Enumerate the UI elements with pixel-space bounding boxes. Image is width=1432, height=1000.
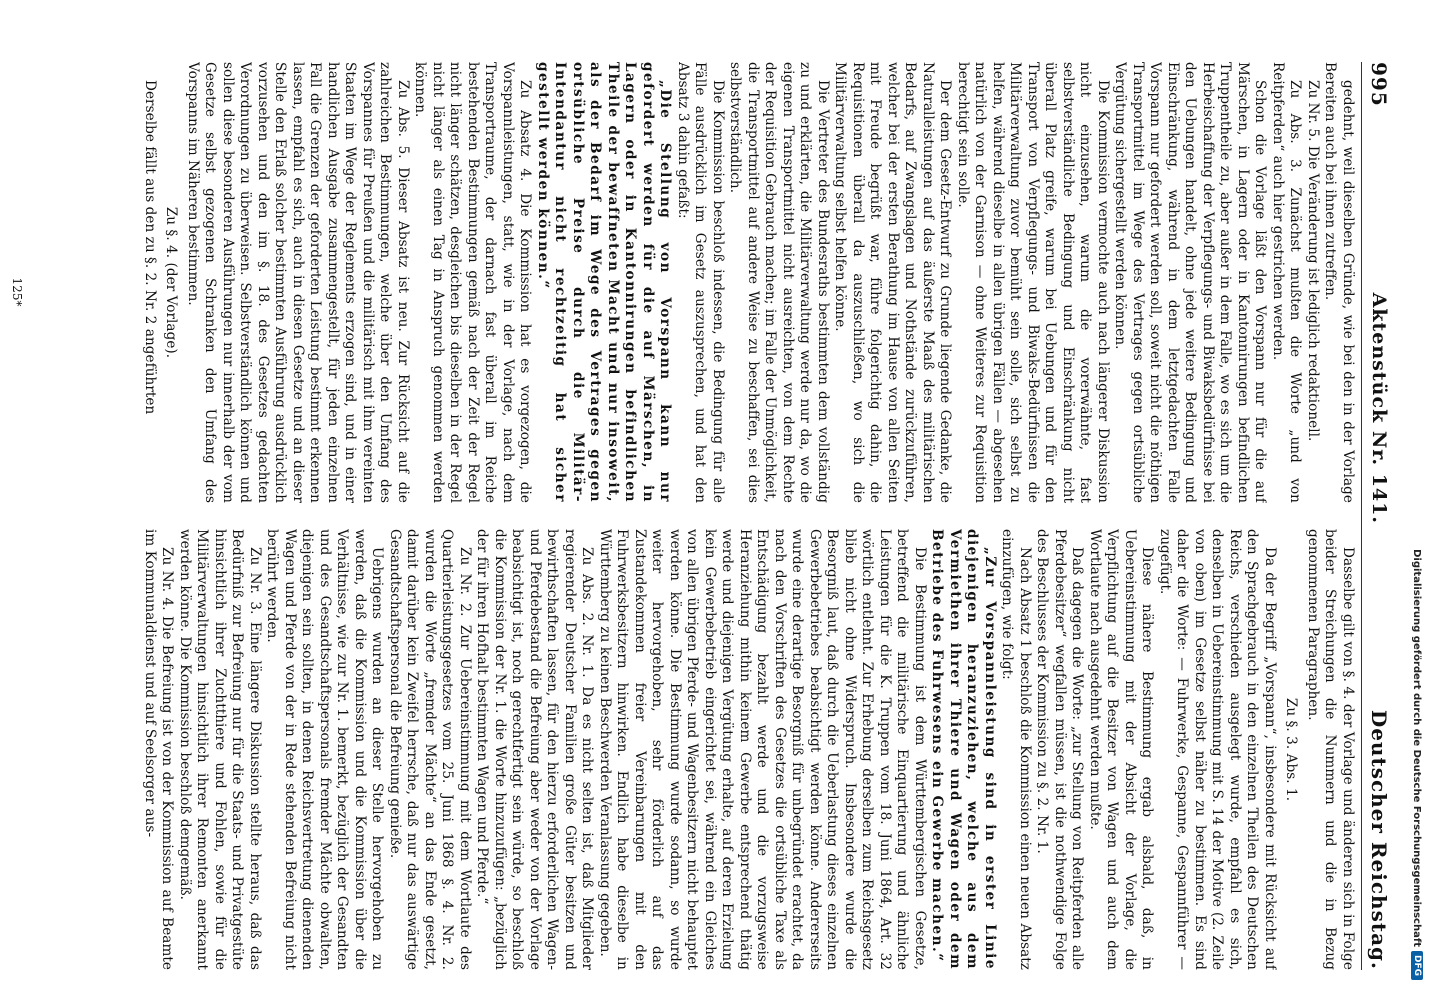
journal-title: Deutscher Reichstag. [1367,709,1391,970]
paragraph: Die Vertreter des Bundesraths bestimmten dem vollständig zu und erklärten, die Militärverwaltung werde nur da, wo die eigenen Transportmittel nicht ausreichten, von dem Rechte der Requisition Gebrauch machen; im Falle der Unmöglichkeit, die Transportmittel auf andere Weise zu beschaffen, sei dies selbstverständlich. [727,62,831,503]
dfg-logo: DFG [1411,951,1423,980]
digitization-credit [1402,0,1432,1000]
paragraph: Zu Absatz 4. Die Kommission hat es vorgezogen, die Vorspannleistungen, statt, wie in der Vorlage, nach dem Transportraume, der darnach fast überall im Reiche bestehenden Bestimmungen gemäß nach der Zeit der Regel nicht länger schätzen, desgleichen bis dieselben in der Regel nicht länger als einen Tag in Anspruch genommen werden können. [412,62,534,503]
quoted-provision: „Die Stellung von Vorspann kann nur gefordert werden für die auf Märschen, in Lagern oder in Kantonnirungen befindlichen Theile der bewaffneten Macht und nur insoweit, als der Bedarf im Wege des Vertrages gegen ortsübliche Preise durch die Militär-Intendantur nicht rechtzeitig hat sicher gestellt werden können.“ [535,62,674,503]
paragraph: Uebrigens wurden an dieser Stelle hervorgehoben zu werden, daß die Kommission und die Kommission über die Verhältnisse, wie zur Nr. 1. bemerkt, bezüglich der Gesandten und des Gesandtschaftspersonals fremder Mächte obwalten, diejenigen sein sollten, in denen Reichsvertretung dienenden Wagen und Pferde von der in Rede stehenden Befreiung nicht berührt werden. [264,529,386,970]
document-title: Aktenstück Nr. 141. [1368,292,1390,524]
paragraph: Zu Nr. 5. Die Veränderung ist lediglich redaktionell. [1305,80,1321,442]
paragraph: Die Kommission beschloß indessen, die Bedingung für alle Fälle ausdrücklich im Gesetz auszusprechen, und hat den Absatz 3 dahin gefaßt: [675,62,726,503]
paragraph: Schon die Vorlage läßt den Vorspann nur für die auf Märschen, in Lagern oder in Kantonnirungen befindlichen Truppentheile zu, aber außer in dem Falle, wo es sich um die Herbeischaffung der Verpflegungs- und Biwaksbedürfnisse bei den Uebungen handelt, ohne jede weitere Bedingung und Einschränkung, während in dem letztgedachten Falle Vorspann nur gefordert werden soll, soweit nicht die nöthigen Transportmittel im Wege des Vertrages gegen ortsübliche Vergütung sichergestellt werden können. [1112,62,1269,503]
quoted-provision: „Zur Vorspannleistung sind in erster Linie diejenigen heranzuziehen, welche aus dem Vermiethen ihrer Thiere und Wagen oder dem Betriebe des Fuhrwesens ein Gewerbe machen.“ [929,529,998,970]
section-heading: Zu §. 4. (der Vorlage). [163,206,180,359]
paragraph: Zu Nr. 4. Die Befreiung ist von der Kommission auf Beamte im Kommunaldienst und auf Seelsorger aus- [142,529,176,970]
paragraph: Die Kommission vermochte auch nach längerer Diskussion nicht einzusehen, warum die vorerwähnte, fast selbstverständliche Bedingung und Einschränkung nicht überall Platz greife, warum bei Uebungen und für den Transport von Verpflegungs- und Biwaks-Bedürfnissen die Militärverwaltung zuvor bemüht sein solle, sich selbst zu helfen, während dieselbe in allen übrigen Fällen — abgesehen natürlich von der Garnison — ohne Weiteres zur Requisition berechtigt sein solle. [955,62,1111,503]
paragraph: Zu Abs. 5. Dieser Absatz ist neu. Zur Rücksicht auf die zahlreichen Bestimmungen, welche über den Umfang des Vorspannes für Preußen und die militärisch mit ihm vereinten Staaten im Wege der Reglements erzogen sind, und in einer handlichen Ausgabe zusammengestellt, für jeden einzelnen Fall die Grenzen der geforderten Leistung bestimmt erkennen lassen, empfahl es sich, auch in diesen Gesetze und an dieser Stelle den Erlaß solcher bestimmten Ausführung ausdrücklich vorzusehen und den im §. 18. des Gesetzes gedachten Verordnungen zu überweisen. Selbstverständlich können und sollen diese besonderen Ausführungen nur innerhalb der vom Gesetze selbst gezogenen Schranken den Umfang des Vorspanns im Näheren bestimmen. [185,62,411,503]
column-left [40,62,1356,503]
paragraph: Da der Begriff „Vorspann“, insbesondere mit Rücksicht auf den Sprachgebrauch in den einzelnen Theilen des Deutschen Reichs, verschieden ausgelegt wurde, empfahl es sich, denselben in Uebereinstimmung mit S. 14 der Motive (2. Zeile von oben) im Gesetze selbst näher zu bestimmen. Es sind daher die Worte: — Fuhrwerke, Gespanne, Gespannführer — zugefügt. [1157,529,1278,970]
paragraph: Derselbe fällt aus den zu §. 2. Nr. 2 angeführten [142,80,158,415]
sheet-signature: 125* [10,277,24,307]
section-heading: Zu §. 3. Abs. 1. [1283,697,1300,802]
paragraph: Der dem Gesetz-Entwurf zu Grunde liegende Gedanke, die Naturalleistungen auf das äußerste Maaß des militärischen Bedarfs, auf Zwangslagen und Nothstände zurückzuführen, welcher bei der ersten Berathung im Hause von allen Seiten mit Freude begrüßt war, führe folgerichtig dahin, die Requisitionen überall da auszuschließen, wo sich die Militärverwaltung selbst helfen könne. [832,62,954,503]
paragraph: Zu Abs. 2. Nr. 1. Da es nicht selten ist, daß Mitglieder regierender Deutscher Familien große Güter besitzen und bewirthschaften lassen, für den hierzu erforderlichen Wagen- und Pferdebestand die Befreiung aber weder von der Vorlage beabsichtigt ist, noch gerechtfertigt sein würde, so beschloß die Kommission der Nr. 1. die Worte hinzuzufügen: „bezüglich der für ihren Hofhalt bestimmten Wagen und Pferde.“ [474,529,596,970]
page-number: 995 [1367,62,1391,107]
column-right [40,529,1356,970]
paragraph: Zu Nr. 3. Eine längere Diskussion stellte heraus, daß das Bedürfniß zur Befreiung nur für die Staats- und Privatgestüte hinsichtlich ihrer Zuchtthiere und Fohlen, sowie für die Militärverwaltungen hinsichtlich ihrer Remonten anerkannt werden könne. Die Kommission beschloß demgemäß. [177,529,263,970]
text-columns [40,62,1356,970]
paragraph: Nach Absatz 1 beschloß die Kommission einen neuen Absatz einzufügen, wie folgt: [999,529,1033,970]
paragraph: Zu Nr. 2. Zur Uebereinstimmung mit dem Wortlaute des Quartierleistungsgesetzes vom 25. Juni 1868 §. 4. Nr. 2. wurden die Worte „fremder Mächte“ an das Ende gesetzt, damit darüber kein Zweifel herrsche, daß nur das auswärtige Gesandtschaftspersonal die Befreiung genieße. [387,529,473,970]
paragraph: Zu Abs. 3. Zunächst mußten die Worte „und von Reitpferden“ auch hier gestrichen werden. [1270,62,1304,503]
paragraph: Daß dagegen die Worte: „zur Stellung von Reitpferden alle Pferdebesitzer“ wegfallen müssen, ist die nothwendige Folge des Beschlusses der Kommission zu §. 2. Nr. 1. [1034,529,1086,970]
paragraph: Die Bestimmung ist dem Württembergischen Gesetze, betreffend die militärische Einquartierung und ähnliche Leistungen für die K. Truppen vom 18. Juni 1864, Art. 32 wörtlich entlehnt. Zur Erhebung derselben zum Reichsgesetz blieb nicht ohne Widerspruch. Insbesondere wurde die Besorgniß laut, daß durch die Ueberlastung dieses einzelnen Gewerbebetriebes beabsichtigt werden könne. Andererseits wurde eine derartige Besorgniß für unbegründet erachtet, da nach den Vorschriften des Gesetzes die ortsübliche Taxe als Entschädigung bezahlt werde und die vorzugsweise Heranziehung mithin keinem Gewerbe entsprechend thätig werde und diejenigen Vergütung erhalte, auf deren Erzielung kein Gewerbebetrieb eingerichtet sei, während ein Gleiches von allen übrigen Pferde- und Wagenbesitzern nicht behauptet werden könne. Die Bestimmung wurde sodann, so wurde weiter hervorgehoben, sehr förderlich auf das Zustandekommen freier Vereinbarungen mit den Fuhrwerksbesitzern hinwirken. Endlich habe dieselbe in Württemberg zu keinen Beschwerden Veranlassung gegeben. [597,529,928,970]
paragraph: gedehnt, weil dieselben Gründe, wie bei den in der Vorlage Bereiten auch bei ihnen zutreffen. [1322,62,1356,503]
credit-text: Digitalisierung gefördert durch die Deutsche Forschungsgemeinschaft [1411,549,1423,947]
paragraph: Diese nähere Bestimmung ergab alsbald, daß, in Uebereinstimmung mit der Absicht der Vorlage, die Verpflichtung auf die Besitzer von Wagen und auch dem Wortlaute nach ausgedehnt werden mußte. [1087,529,1156,970]
paragraph: Dasselbe gilt von §. 4. der Vorlage und änderen sich in Folge beider Streichungen die Nummern und die in Bezug genommenen Paragraphen. [1305,529,1356,970]
page-header [1361,62,1396,970]
